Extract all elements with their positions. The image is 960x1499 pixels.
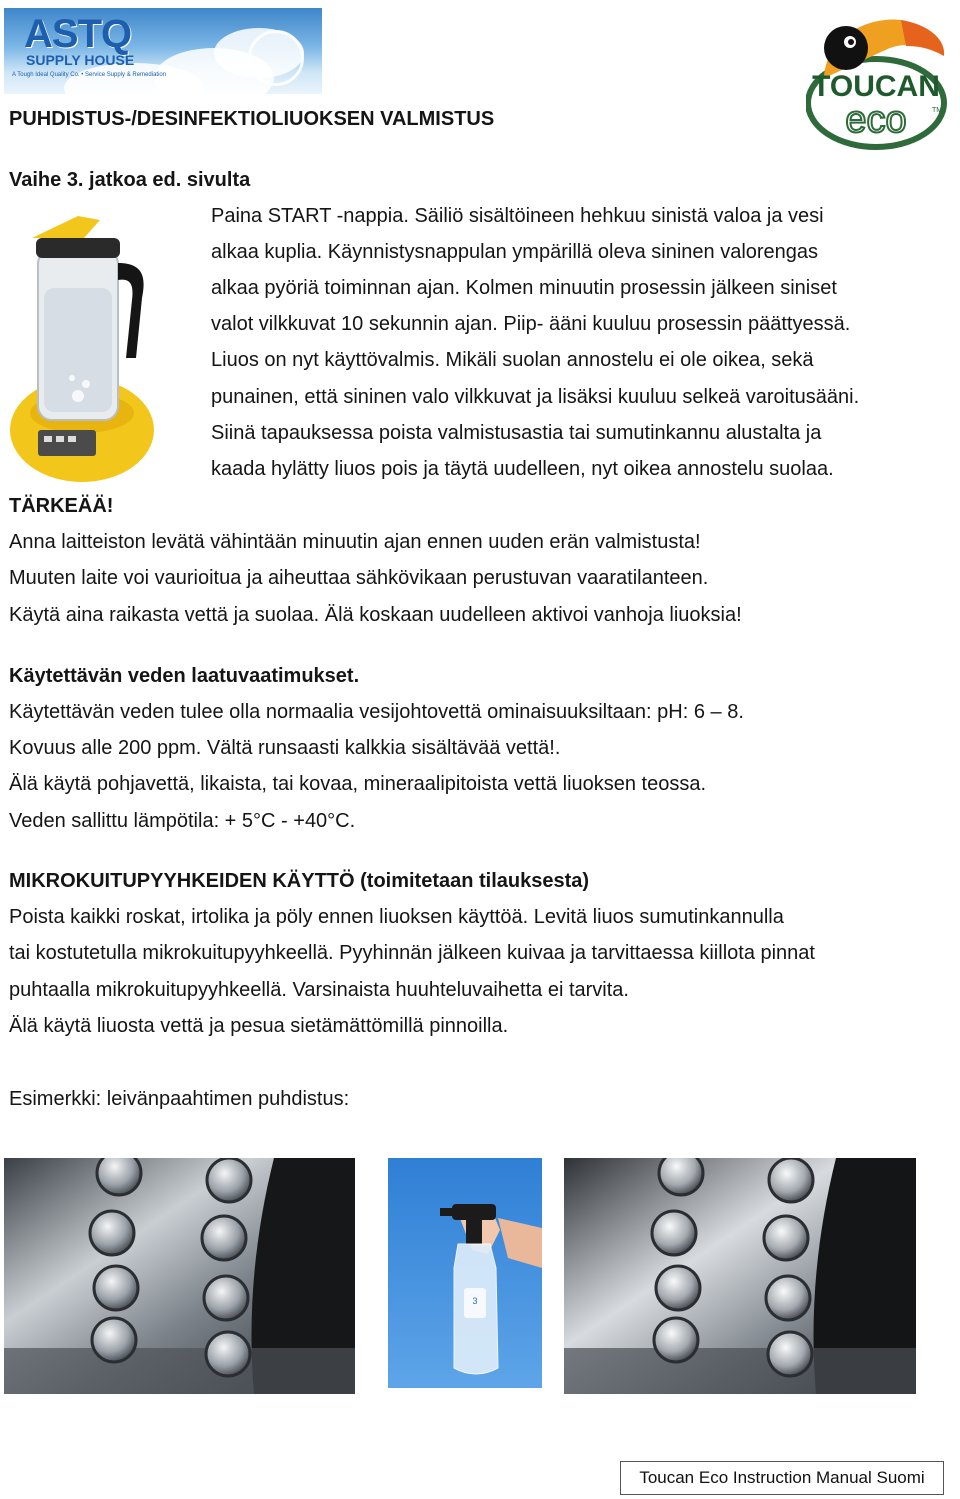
astq-sub-text: SUPPLY HOUSE [26,52,135,68]
astq-tagline: A Tough Ideal Quality Co. • Service Supply & Remediation [12,72,167,78]
astq-brand-text: ASTQ [24,12,132,56]
water-line: Kovuus alle 200 ppm. Vältä runsaasti kalkkia sisältävää vettä!. [9,737,561,759]
toucan-eco-logo [806,8,956,150]
important-line: Anna laitteiston levätä vähintään minuutin ajan ennen uuden erän valmistusta! [9,531,701,553]
astq-seal-icon [248,30,304,86]
important-heading: TÄRKEÄÄ! [9,495,114,517]
important-line: Käytä aina raikasta vettä ja suolaa. Älä koskaan uudelleen aktivoi vanhoja liuoksia! [9,604,742,626]
important-line: Muuten laite voi vaurioitua ja aiheuttaa sähkövikaan perustuvan vaaratilanteen. [9,567,709,589]
step-heading: Vaihe 3. jatkoa ed. sivulta [9,169,251,191]
toucan-word: TOUCAN [812,70,940,103]
step-line: Siinä tapauksessa poista valmistusastia tai sumutinkannu alustalta ja [211,422,822,444]
tm-mark: TM [932,107,943,114]
microfiber-line: Poista kaikki roskat, irtolika ja pöly ennen liuoksen käyttöä. Levitä liuos sumutinkannulla [9,906,784,928]
microfiber-heading: MIKROKUITUPYYHKEIDEN KÄYTTÖ (toimitetaan tilauksesta) [9,870,590,892]
toucan-bird-icon [806,8,956,150]
document-title: PUHDISTUS-/DESINFEKTIOLIUOKSEN VALMISTUS [9,108,495,130]
example-text: Esimerkki: leivänpaahtimen puhdistus: [9,1088,350,1110]
footer-manual-label: Toucan Eco Instruction Manual Suomi [620,1461,944,1495]
toaster-panel-photo-before [4,1158,355,1394]
step-line: Paina START -nappia. Säiliö sisältöineen hehkuu sinistä valoa ja vesi [211,205,824,227]
spray-bottle-photo [388,1158,542,1388]
solution-generator-device-image [8,208,156,490]
microfiber-line: tai kostutetulla mikrokuitupyyhkeellä. Pyyhinnän jälkeen kuivaa ja tarvittaessa kiillota pinnat [9,942,815,964]
water-line: Älä käytä pohjavettä, likaista, tai kovaa, mineraalipitoista vettä liuoksen teossa. [9,773,707,795]
step-line: alkaa kuplia. Käynnistysnappulan ympärillä oleva sininen valorengas [211,241,819,263]
svg-text:3: 3 [472,1296,478,1306]
water-line: Veden sallittu lämpötila: + 5°C - +40°C. [9,810,356,832]
step-line: punainen, että sininen valo vilkkuvat ja lisäksi kuuluu selkeä varoitusääni. [211,386,860,408]
eco-word: eco [845,99,907,141]
step-line: valot vilkkuvat 10 sekunnin ajan. Piip- ääni kuuluu prosessin päättyessä. [211,313,851,335]
step-line: kaada hylätty liuos pois ja täytä uudelleen, nyt oikea annostelu suolaa. [211,458,834,480]
microfiber-line: Älä käytä liuosta vettä ja pesua sietämättömillä pinnoilla. [9,1015,509,1037]
step-line: Liuos on nyt käyttövalmis. Mikäli suolan annostelu ei ole oikea, sekä [211,349,814,371]
toaster-panel-photo-after [564,1158,916,1394]
water-heading: Käytettävän veden laatuvaatimukset. [9,665,360,687]
water-line: Käytettävän veden tulee olla normaalia vesijohtovettä ominaisuuksiltaan: pH: 6 – 8. [9,701,744,723]
step-line: alkaa pyöriä toiminnan ajan. Kolmen minuutin prosessin jälkeen siniset [211,277,837,299]
astq-supply-house-logo [4,8,322,94]
microfiber-line: puhtaalla mikrokuitupyyhkeellä. Varsinaista huuhteluvaihetta ei tarvita. [9,979,629,1001]
